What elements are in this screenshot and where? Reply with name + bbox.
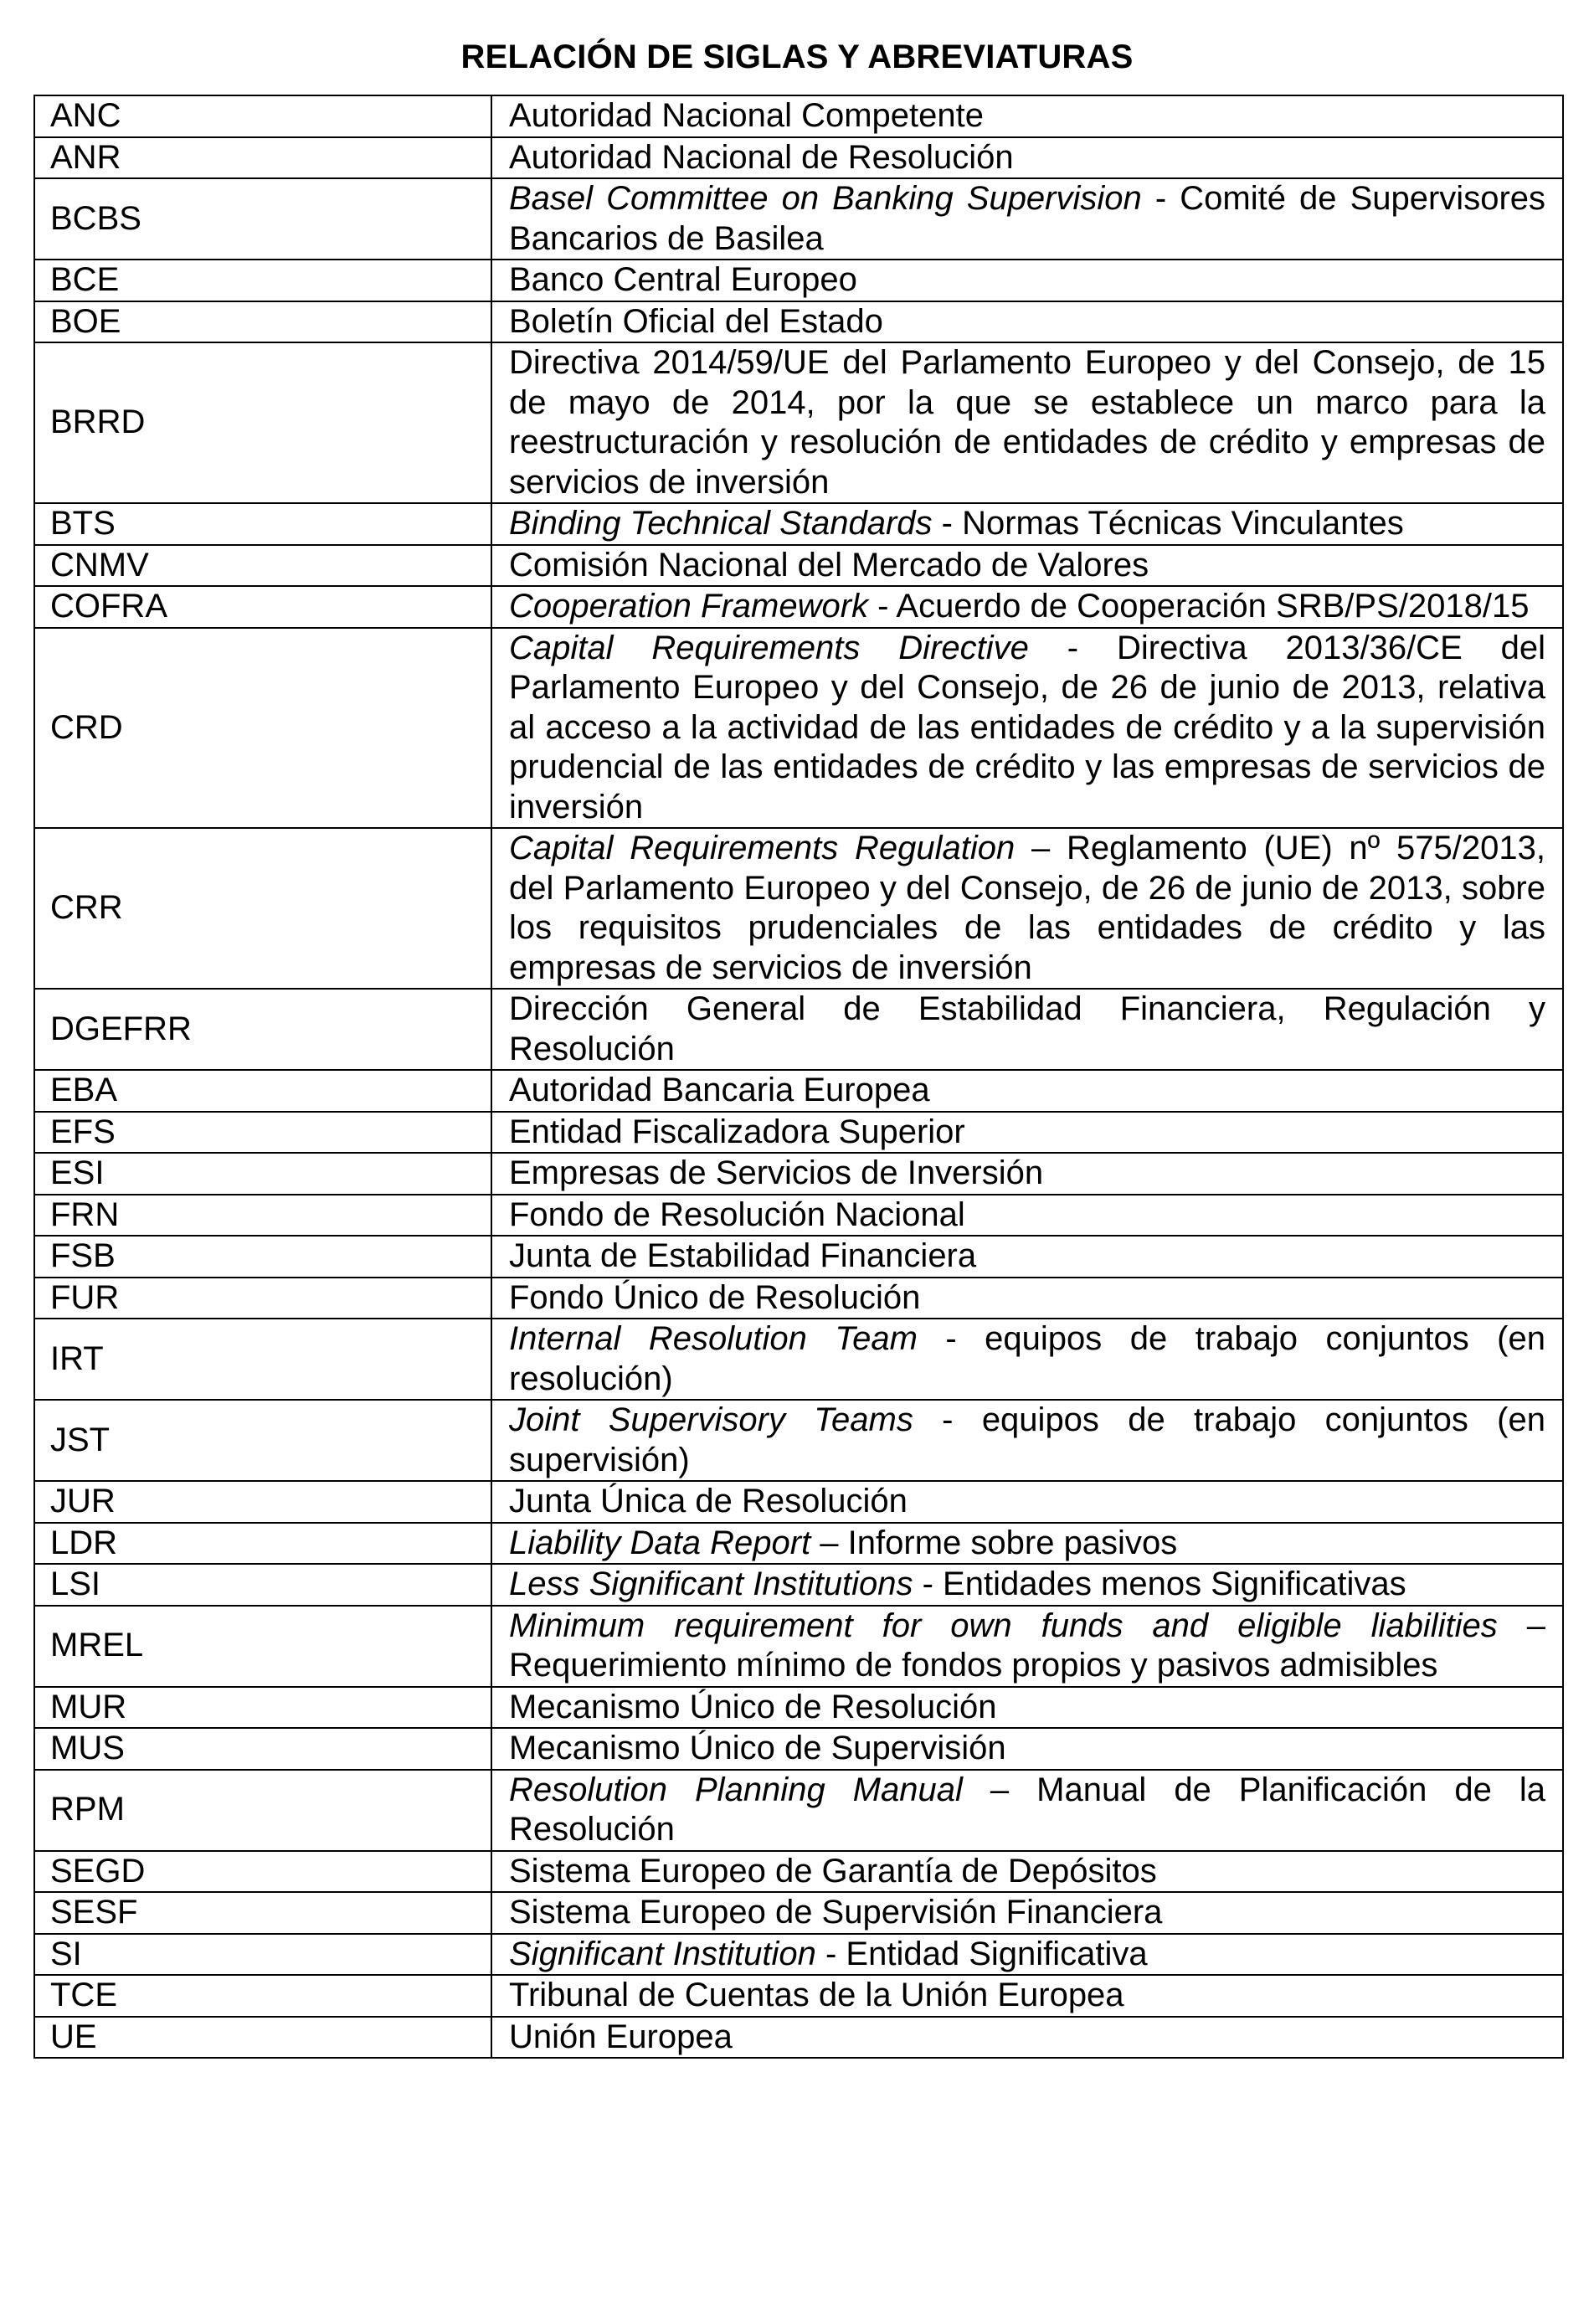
definition-cell — [491, 1892, 1563, 1934]
definition-text: Autoridad Nacional de Resolución — [509, 138, 1014, 176]
definition-cell — [491, 2017, 1563, 2059]
definition-cell — [491, 1770, 1563, 1851]
acronyms-table — [33, 95, 1564, 2059]
table-row — [34, 1400, 1563, 1481]
table-row — [34, 301, 1563, 343]
acronyms-table-body — [34, 95, 1563, 2058]
acronym-cell: JUR — [34, 1481, 491, 1523]
definition-text: Reglamento (UE) nº 575/2013, del Parlamento Europeo y del Consejo, de 26 de junio de 2013, sobre los requisitos prudenciales de las entidades de crédito y las empresas de servicios de inversión — [509, 830, 1545, 986]
acronym-cell: BCE — [34, 260, 491, 301]
definition-text: Sistema Europeo de Supervisión Financiera — [509, 1894, 1163, 1931]
definition-cell — [491, 342, 1563, 503]
table-row — [34, 1728, 1563, 1770]
definition-text: Directiva 2014/59/UE del Parlamento Europeo y del Consejo, de 15 de mayo de 2014, por la que se establece un marco para la reestructuración y resolución de entidades de crédito y empresas de servicios de inversión — [509, 344, 1545, 501]
definition-cell — [491, 1319, 1563, 1400]
acronym-cell: FSB — [34, 1236, 491, 1278]
definition-cell — [491, 260, 1563, 301]
table-row — [34, 1481, 1563, 1523]
definition-cell — [491, 1851, 1563, 1893]
definition-text: Fondo de Resolución Nacional — [509, 1195, 965, 1233]
definition-cell — [491, 1236, 1563, 1278]
definition-cell — [491, 828, 1563, 989]
definition-text: Acuerdo de Cooperación SRB/PS/2018/15 — [896, 588, 1530, 625]
table-row — [34, 1606, 1563, 1687]
definition-cell — [491, 1975, 1563, 2017]
definition-cell — [491, 545, 1563, 587]
acronym-cell: BCBS — [34, 178, 491, 260]
term-separator: - — [868, 588, 897, 625]
definition-text: Entidad Fiscalizadora Superior — [509, 1113, 965, 1150]
acronym-cell: BRRD — [34, 342, 491, 503]
english-term: Binding Technical Standards — [509, 505, 933, 542]
definition-cell — [491, 989, 1563, 1070]
definition-cell — [491, 301, 1563, 343]
table-row — [34, 1236, 1563, 1278]
definition-cell — [491, 1728, 1563, 1770]
definition-text: Informe sobre pasivos — [847, 1524, 1178, 1561]
definition-cell — [491, 1523, 1563, 1565]
definition-text: Normas Técnicas Vinculantes — [962, 505, 1404, 542]
definition-text: Requerimiento mínimo de fondos propios y pasivos admisibles — [509, 1647, 1438, 1684]
table-row — [34, 1687, 1563, 1729]
table-row — [34, 1564, 1563, 1606]
table-row — [34, 2017, 1563, 2059]
term-separator: - — [913, 1566, 944, 1602]
english-term: Capital Requirements Directive — [509, 629, 1029, 666]
english-term: Significant Institution — [509, 1935, 816, 1972]
definition-text: Entidades menos Significativas — [943, 1566, 1406, 1602]
definition-cell — [491, 1070, 1563, 1112]
definition-text: Comité de Supervisores Bancarios de Basilea — [509, 180, 1546, 257]
term-separator: – — [810, 1524, 848, 1561]
acronym-cell: FRN — [34, 1195, 491, 1237]
acronym-cell: EBA — [34, 1070, 491, 1112]
definition-text: Entidad Significativa — [846, 1935, 1148, 1972]
term-separator: – — [962, 1771, 1037, 1808]
definition-text: Manual de Planificación de la Resolución — [509, 1771, 1545, 1848]
english-term: Less Significant Institutions — [509, 1566, 913, 1602]
acronym-cell: DGEFRR — [34, 989, 491, 1070]
acronym-cell: MREL — [34, 1606, 491, 1687]
acronym-cell: MUR — [34, 1687, 491, 1729]
definition-text: Comisión Nacional del Mercado de Valores — [509, 546, 1149, 584]
acronym-cell: JST — [34, 1400, 491, 1481]
definition-cell — [491, 1153, 1563, 1195]
table-row — [34, 586, 1563, 628]
definition-text: Banco Central Europeo — [509, 261, 857, 298]
acronym-cell: SEGD — [34, 1851, 491, 1893]
definition-cell — [491, 1606, 1563, 1687]
acronym-cell: UE — [34, 2017, 491, 2059]
definition-text: Mecanismo Único de Resolución — [509, 1688, 997, 1725]
english-term: Internal Resolution Team — [509, 1320, 918, 1357]
table-row — [34, 178, 1563, 260]
definition-text: equipos de trabajo conjuntos (en supervisión) — [509, 1401, 1545, 1478]
english-term: Joint Supervisory Teams — [509, 1401, 913, 1438]
acronym-cell: LDR — [34, 1523, 491, 1565]
table-row — [34, 342, 1563, 503]
term-separator: – — [1015, 830, 1067, 866]
table-row — [34, 1319, 1563, 1400]
definition-cell — [491, 586, 1563, 628]
definition-text: Autoridad Nacional Competente — [509, 97, 985, 134]
english-term: Cooperation Framework — [509, 588, 869, 625]
definition-text: Tribunal de Cuentas de la Unión Europea — [509, 1977, 1124, 2013]
acronym-cell: ANC — [34, 95, 491, 137]
definition-text: Junta de Estabilidad Financiera — [509, 1237, 977, 1274]
definition-text: Boletín Oficial del Estado — [509, 302, 883, 340]
english-term: Basel Committee on Banking Supervision — [509, 180, 1142, 217]
term-separator: - — [917, 1320, 985, 1357]
definition-text: Fondo Único de Resolución — [509, 1278, 921, 1316]
acronym-cell: LSI — [34, 1564, 491, 1606]
term-separator: - — [913, 1401, 982, 1438]
acronym-cell: BTS — [34, 503, 491, 545]
acronym-cell: ANR — [34, 137, 491, 179]
definition-cell — [491, 1564, 1563, 1606]
definition-cell — [491, 178, 1563, 260]
definition-text: Dirección General de Estabilidad Financiera, Regulación y Resolución — [509, 990, 1545, 1067]
definition-cell — [491, 95, 1563, 137]
acronym-cell: MUS — [34, 1728, 491, 1770]
acronym-cell: ESI — [34, 1153, 491, 1195]
table-row — [34, 1892, 1563, 1934]
table-row — [34, 95, 1563, 137]
acronym-cell: CNMV — [34, 545, 491, 587]
table-row — [34, 1975, 1563, 2017]
acronym-cell: CRR — [34, 828, 491, 989]
acronym-cell: IRT — [34, 1319, 491, 1400]
term-separator: - — [1028, 629, 1117, 666]
table-row — [34, 1523, 1563, 1565]
table-row — [34, 503, 1563, 545]
term-separator: - — [815, 1935, 846, 1972]
english-term: Capital Requirements Regulation — [509, 830, 1016, 866]
definition-cell — [491, 1195, 1563, 1237]
definition-cell — [491, 503, 1563, 545]
acronym-cell: BOE — [34, 301, 491, 343]
definition-cell — [491, 1687, 1563, 1729]
definition-cell — [491, 1112, 1563, 1154]
definition-text: Sistema Europeo de Garantía de Depósitos — [509, 1852, 1157, 1890]
definition-cell — [491, 1278, 1563, 1319]
table-row — [34, 828, 1563, 989]
page-title: RELACIÓN DE SIGLAS Y ABREVIATURAS — [460, 39, 1134, 75]
table-row — [34, 137, 1563, 179]
table-row — [34, 1112, 1563, 1154]
table-row — [34, 1195, 1563, 1237]
acronym-cell: CRD — [34, 628, 491, 829]
definition-text: Unión Europea — [509, 2018, 733, 2055]
table-row — [34, 1770, 1563, 1851]
definition-cell — [491, 1934, 1563, 1976]
table-row — [34, 628, 1563, 829]
english-term: Resolution Planning Manual — [509, 1771, 963, 1808]
definition-text: Junta Única de Resolución — [509, 1483, 908, 1519]
table-row — [34, 1934, 1563, 1976]
table-row — [34, 1070, 1563, 1112]
acronym-cell: TCE — [34, 1975, 491, 2017]
table-row — [34, 1851, 1563, 1893]
english-term: Minimum requirement for own funds and eligible liabilities — [509, 1607, 1498, 1644]
term-separator: - — [932, 505, 963, 542]
table-row — [34, 1278, 1563, 1319]
definition-text: Empresas de Servicios de Inversión — [509, 1154, 1044, 1191]
acronym-cell: SESF — [34, 1892, 491, 1934]
definition-text: Directiva 2013/36/CE del Parlamento Europeo y del Consejo, de 26 de junio de 2013, relativa al acceso a la actividad de las entidades de crédito y a la supervisión prudencial de las entidades de crédito y las empresas de servicios de inversión — [509, 629, 1546, 825]
acronym-cell: COFRA — [34, 586, 491, 628]
definition-cell — [491, 628, 1563, 829]
english-term: Liability Data Report — [509, 1524, 811, 1561]
term-separator: – — [1497, 1607, 1546, 1644]
acronym-cell: RPM — [34, 1770, 491, 1851]
acronym-cell: FUR — [34, 1278, 491, 1319]
table-row — [34, 989, 1563, 1070]
acronym-cell: EFS — [34, 1112, 491, 1154]
table-row — [34, 1153, 1563, 1195]
table-row — [34, 260, 1563, 301]
term-separator: - — [1141, 180, 1180, 217]
definition-text: equipos de trabajo conjuntos (en resolución) — [509, 1320, 1545, 1397]
definition-text: Mecanismo Único de Supervisión — [509, 1730, 1006, 1766]
definition-cell — [491, 1400, 1563, 1481]
table-row — [34, 545, 1563, 587]
definition-cell — [491, 1481, 1563, 1523]
definition-text: Autoridad Bancaria Europea — [509, 1072, 930, 1108]
definition-cell — [491, 137, 1563, 179]
acronym-cell: SI — [34, 1934, 491, 1976]
